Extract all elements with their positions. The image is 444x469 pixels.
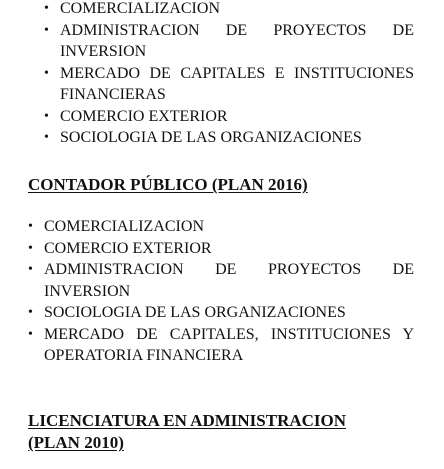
bullet-icon: • bbox=[44, 108, 49, 124]
list-item bbox=[44, 63, 414, 106]
list-item bbox=[44, 20, 414, 63]
bullet-icon: • bbox=[28, 240, 33, 256]
section-heading-contador: CONTADOR PÚBLICO (PLAN 2016) bbox=[28, 175, 308, 194]
bullet-icon: • bbox=[28, 326, 33, 342]
top-subject-list bbox=[44, 0, 414, 149]
list-item-text: COMERCIALIZACION bbox=[44, 218, 204, 235]
list-item-text: SOCIOLOGIA DE LAS ORGANIZACIONES bbox=[60, 129, 362, 146]
bullet-icon: • bbox=[28, 305, 33, 320]
bullet-icon: • bbox=[28, 262, 33, 277]
list-item bbox=[28, 302, 414, 324]
bullet-icon: • bbox=[44, 130, 49, 145]
list-item-text: MERCADO DE CAPITALES, INSTITUCIONES Y OPERATORIA FINANCIERA bbox=[44, 325, 414, 364]
section-heading-licenciatura: LICENCIATURA EN ADMINISTRACION (PLAN 2010) bbox=[28, 411, 347, 452]
bullet-icon: • bbox=[44, 65, 49, 81]
list-item bbox=[28, 259, 414, 302]
list-item-text: ADMINISTRACION DE PROYECTOS DE INVERSION bbox=[60, 21, 414, 60]
bullet-icon: • bbox=[28, 219, 33, 234]
list-item-text: COMERCIO EXTERIOR bbox=[60, 107, 228, 125]
list-item bbox=[44, 127, 414, 149]
list-item-text: SOCIOLOGIA DE LAS ORGANIZACIONES bbox=[44, 304, 346, 321]
bullet-icon: • bbox=[44, 22, 49, 38]
list-item bbox=[28, 238, 414, 260]
contador-subject-list bbox=[28, 216, 414, 367]
bullet-icon: • bbox=[44, 1, 49, 16]
list-item bbox=[44, 106, 414, 128]
list-item bbox=[44, 0, 414, 20]
list-item-text: COMERCIO EXTERIOR bbox=[44, 239, 212, 257]
list-item bbox=[28, 324, 414, 367]
list-item-text: ADMINISTRACION DE PROYECTOS DE INVERSION bbox=[44, 261, 414, 300]
list-item bbox=[28, 216, 414, 238]
list-item-text: MERCADO DE CAPITALES E INSTITUCIONES FINANCIERAS bbox=[60, 64, 414, 103]
list-item-text: COMERCIALIZACION bbox=[60, 0, 220, 17]
